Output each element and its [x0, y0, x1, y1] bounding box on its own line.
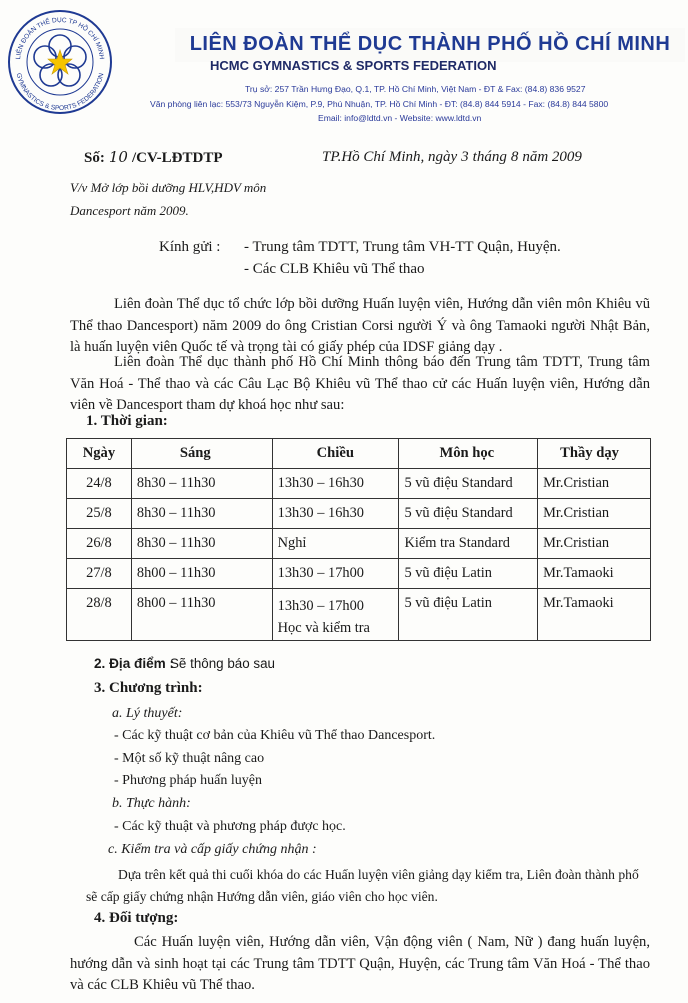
- cell-day: 26/8: [67, 529, 132, 559]
- document-number: [84, 148, 223, 167]
- list-item: - Một số kỹ thuật nâng cao: [114, 751, 265, 766]
- so-label: Số:: [84, 150, 105, 166]
- subsection-b-title: b. Thực hành:: [112, 796, 191, 811]
- subsection-c-title: c. Kiểm tra và cấp giấy chứng nhận :: [108, 842, 317, 857]
- cell-subject: 5 vũ điệu Latin: [399, 559, 538, 589]
- cell-afternoon: [272, 589, 399, 641]
- list-item: - Các kỹ thuật và phương pháp được học.: [114, 819, 346, 834]
- cell-afternoon: 13h30 – 16h30: [272, 469, 399, 499]
- table-row: [67, 499, 651, 529]
- cell-subject: 5 vũ điệu Standard: [399, 499, 538, 529]
- org-name: LIÊN ĐOÀN THỂ DỤC THÀNH PHỐ HỒ CHÍ MINH: [175, 28, 685, 62]
- col-header-afternoon: Chiều: [272, 439, 399, 469]
- cell-teacher: Mr.Tamaoki: [538, 589, 651, 641]
- cell-morning: 8h30 – 11h30: [131, 529, 272, 559]
- cell-afternoon: 13h30 – 17h00: [272, 559, 399, 589]
- recipients-label: Kính gửi :: [159, 239, 221, 255]
- address-line-2: Văn phòng liên lạc: 553/73 Nguyễn Kiệm, P.9, Phú Nhuận, TP. Hồ Chí Minh - ĐT: (84.8) 844 5914 - Fax: (84.8) 844 5800: [150, 99, 609, 109]
- table-row: [67, 529, 651, 559]
- certificate-paragraph: Dựa trên kết quả thi cuối khóa do các Huấn luyện viên giảng dạy kiểm tra, Liên đoàn thành phố sẽ cấp giấy chứng nhận Hướng dẫn viên, giáo viên cho học viên.: [86, 867, 639, 904]
- schedule-table: [66, 438, 651, 641]
- table-row: [67, 559, 651, 589]
- list-item: - Các kỹ thuật cơ bản của Khiêu vũ Thể thao Dancesport.: [114, 728, 436, 743]
- recipient-item: - Các CLB Khiêu vũ Thể thao: [244, 261, 425, 277]
- so-value: 10: [108, 148, 128, 166]
- section-4-title: 4. Đối tượng:: [94, 910, 179, 926]
- date-prefix: TP.Hồ Chí Minh, ngày: [322, 149, 458, 165]
- subsection-a-title: a. Lý thuyết:: [112, 706, 183, 721]
- cell-teacher: Mr.Cristian: [538, 469, 651, 499]
- cell-teacher: Mr.Cristian: [538, 499, 651, 529]
- address-line-3: Email: info@ldtd.vn - Website: www.ldtd.vn: [318, 113, 482, 123]
- date-month: 8: [510, 149, 519, 165]
- section-1-title: 1. Thời gian:: [86, 413, 168, 429]
- col-header-subject: Môn học: [399, 439, 538, 469]
- cell-morning: 8h00 – 11h30: [131, 589, 272, 641]
- month-label: tháng: [472, 149, 507, 165]
- col-header-morning: Sáng: [131, 439, 272, 469]
- recipient-item: - Trung tâm TDTT, Trung tâm VH-TT Quận, Huyện.: [244, 239, 561, 255]
- cell-day: 28/8: [67, 589, 132, 641]
- table-header-row: [67, 439, 651, 469]
- cell-afternoon-time: 13h30 – 17h00: [277, 598, 364, 614]
- document-date: [322, 149, 582, 166]
- subject-line-2: Dancesport năm 2009.: [70, 203, 189, 218]
- list-item: - Phương pháp huấn luyện: [114, 773, 262, 788]
- audience-paragraph: Các Huấn luyện viên, Hướng dẫn viên, Vận động viên ( Nam, Nữ ) đang huấn luyện, hướng dẫn và sinh hoạt tại các Trung tâm TDTT Quận, Huyện, các Trung tâm Văn Hoá - Thể thao và các CLB Khiêu vũ Thể thao.: [70, 934, 650, 993]
- federation-logo: [6, 8, 114, 116]
- so-suffix: /CV-LĐTDTP: [131, 150, 223, 166]
- cell-day: 24/8: [67, 469, 132, 499]
- cell-subject: 5 vũ điệu Standard: [399, 469, 538, 499]
- logo-top-text: LIÊN ĐOÀN THỂ DỤC TP HỒ CHÍ MINH: [15, 16, 105, 60]
- notice-paragraph: Liên đoàn Thể dục thành phố Hồ Chí Minh thông báo đến Trung tâm TDTT, Trung tâm Văn Hoá - Thể thao và các Câu Lạc Bộ Khiêu vũ Thể thao cử các Huấn luyện viên, Hướng dẫn viên về Dancesport tham dự khoá học như sau:: [70, 354, 650, 413]
- cell-day: 27/8: [67, 559, 132, 589]
- section-3-title: 3. Chương trình:: [94, 680, 203, 696]
- cell-teacher: Mr.Tamaoki: [538, 559, 651, 589]
- cell-morning: 8h30 – 11h30: [131, 499, 272, 529]
- table-row: [67, 589, 651, 641]
- date-day: 3: [461, 149, 469, 165]
- cell-morning: 8h30 – 11h30: [131, 469, 272, 499]
- year-label: năm 2009: [522, 149, 582, 165]
- cell-afternoon-note: Học và kiểm tra: [277, 620, 370, 636]
- section-2-title: 2. Địa điểm :: [94, 656, 175, 671]
- cell-afternoon: Nghỉ: [272, 529, 399, 559]
- cell-afternoon: 13h30 – 16h30: [272, 499, 399, 529]
- cell-teacher: Mr.Cristian: [538, 529, 651, 559]
- address-line-1: Trụ sở: 257 Trần Hưng Đạo, Q.1, TP. Hồ Chí Minh, Việt Nam - ĐT & Fax: (84.8) 836 9527: [245, 84, 586, 94]
- section-2-value: Sẽ thông báo sau: [170, 656, 275, 671]
- org-name-en: HCMC GYMNASTICS & SPORTS FEDERATION: [210, 58, 497, 73]
- logo-bottom-text: GYMNASTICS & SPORTS FEDERATION: [14, 72, 106, 113]
- cell-morning: 8h00 – 11h30: [131, 559, 272, 589]
- cell-day: 25/8: [67, 499, 132, 529]
- cell-subject: Kiểm tra Standard: [399, 529, 538, 559]
- table-row: [67, 469, 651, 499]
- cell-subject: 5 vũ điệu Latin: [399, 589, 538, 641]
- col-header-teacher: Thầy dạy: [538, 439, 651, 469]
- col-header-day: Ngày: [67, 439, 132, 469]
- subject-line-1: V/v Mở lớp bồi dưỡng HLV,HDV môn: [70, 180, 267, 195]
- intro-paragraph: Liên đoàn Thể dục tổ chức lớp bồi dưỡng Huấn luyện viên, Hướng dẫn viên môn Khiêu vũ Thể thao Dancesport) năm 2009 do ông Cristian Corsi người Ý và ông Tamaoki người Nhật Bản, là huấn luyện viên Quốc tế và trọng tài có giấy phép của IDSF giảng dạy .: [70, 296, 650, 355]
